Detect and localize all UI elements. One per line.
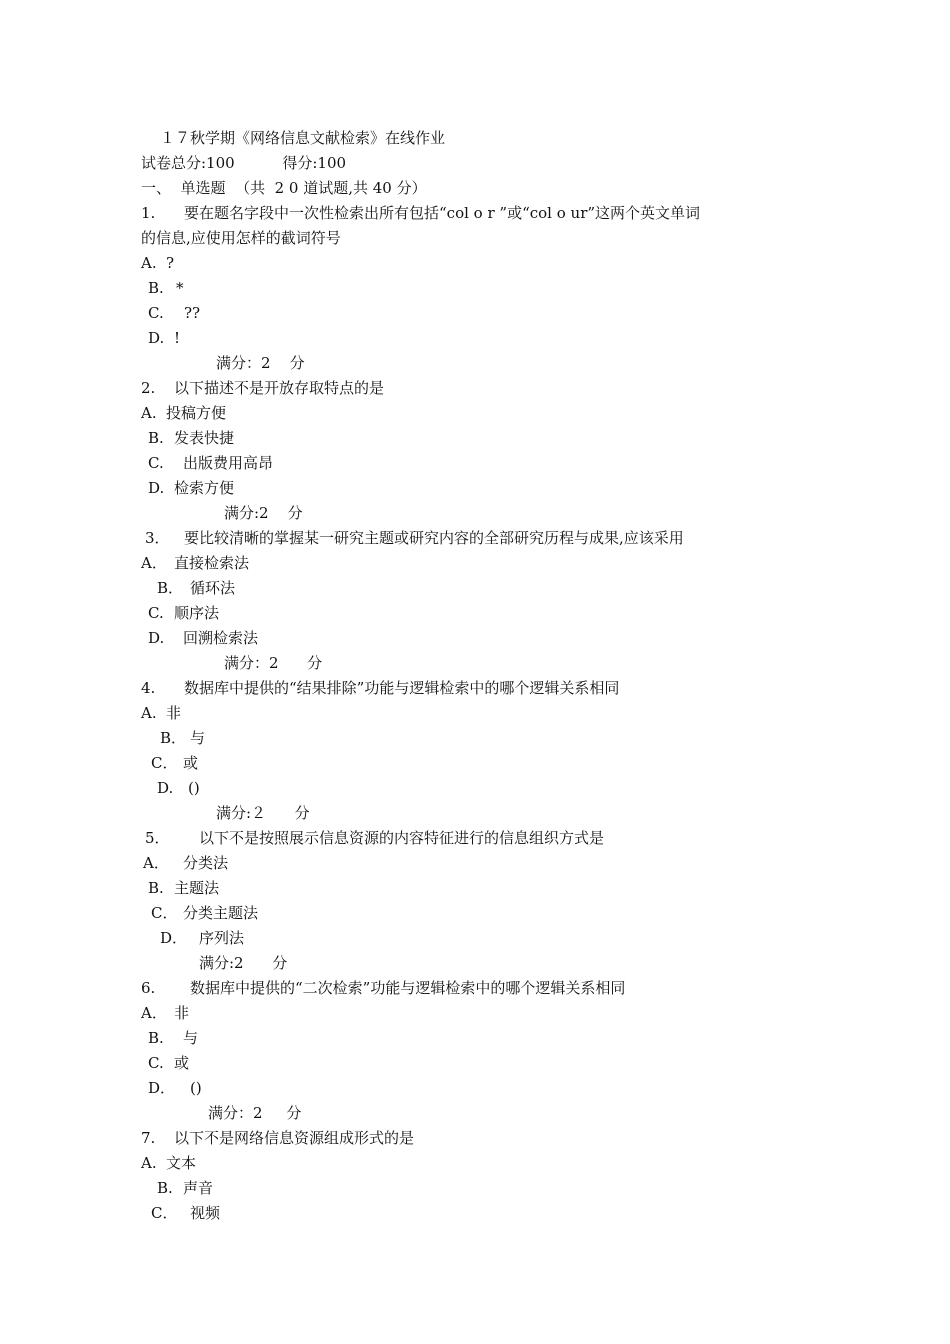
question-number: 4. [141,679,156,697]
question-number: 2. [141,379,156,397]
option-text: 分类主题法 [183,904,259,922]
option-text: () [190,1079,202,1097]
full-score: 满分:2 分 [224,504,303,522]
full-score: 满分:2 分 [199,954,288,972]
section-heading: 一、 单选题 （共 2 0 道试题,共 40 分） [141,179,427,197]
question-stem: 以下不是按照展示信息资源的内容特征进行的信息组织方式是 [199,829,605,847]
full-score: 满分：2 分 [224,654,323,672]
option-text: 投稿方便 [166,404,227,422]
full-score: 满分：2 分 [216,354,305,372]
option-text: 顺序法 [174,604,220,622]
option-letter: A. [141,254,157,272]
option-text: 发表快捷 [174,429,235,447]
option-letter: B. [148,429,164,447]
option-text: 直接检索法 [174,554,250,572]
full-score: 满分:２ 分 [216,804,310,822]
question-stem: 以下不是网络信息资源组成形式的是 [174,1129,415,1147]
question-number: 6. [141,979,156,997]
option-text: ?? [184,304,201,322]
question-number: 3． [145,529,170,547]
option-text: 与 [183,1029,199,1047]
option-letter: C． [151,904,178,922]
option-letter: B． [157,579,184,597]
option-text: 检索方便 [174,479,235,497]
option-letter: D. [148,629,165,647]
option-letter: B. [148,279,164,297]
option-text: ? [166,254,175,272]
option-text: 出版费用高昂 [183,454,274,472]
option-letter: C. [148,1054,164,1072]
option-text: 声音 [183,1179,214,1197]
question-number: 7. [141,1129,156,1147]
option-letter: C. [148,454,164,472]
option-letter: D. [157,779,174,797]
option-letter: C. [148,604,164,622]
option-letter: D． [148,1079,176,1097]
option-letter: B． [160,729,187,747]
question-stem: 要在题名字段中一次性检索出所有包括“col o r ”或“col o ur”这两个英文单词 [184,204,701,222]
option-text: 非 [174,1004,190,1022]
option-letter: C． [151,1204,178,1222]
option-letter: C． [151,754,178,772]
option-letter: A. [141,1154,157,1172]
option-letter: A. [141,704,157,722]
option-text: 序列法 [199,929,245,947]
option-text: 或 [174,1054,190,1072]
question-stem: 要比较清晰的掌握某一研究主题或研究内容的全部研究历程与成果,应该采用 [184,529,684,547]
option-letter: B. [148,1029,164,1047]
option-letter: D. [148,479,165,497]
question-number: 1. [141,204,156,222]
option-text: 循环法 [190,579,236,597]
option-text: () [188,779,200,797]
option-letter: A． [141,1004,167,1022]
option-letter: D． [160,929,188,947]
option-letter: A． [143,854,169,872]
option-text: 主题法 [174,879,220,897]
option-letter: B. [148,879,164,897]
option-text: 或 [183,754,199,772]
option-letter: A． [141,554,167,572]
option-letter: B. [157,1179,173,1197]
question-stem-continued: 的信息,应使用怎样的截词符号 [141,229,341,247]
score-summary: 试卷总分:100 得分:100 [141,154,347,172]
option-text: 与 [190,729,206,747]
option-letter: A. [141,404,157,422]
option-text: 视频 [190,1204,221,1222]
document-title: １７秋学期《网络信息文献检索》在线作业 [160,129,446,147]
option-text: 非 [166,704,182,722]
option-text: 分类法 [183,854,229,872]
option-letter: D. [148,329,165,347]
question-stem: 数据库中提供的“二次检索”功能与逻辑检索中的哪个逻辑关系相同 [190,979,626,997]
option-text: ! [174,329,181,347]
option-text: 文本 [166,1154,197,1172]
question-stem: 数据库中提供的“结果排除”功能与逻辑检索中的哪个逻辑关系相同 [184,679,620,697]
option-text: 回溯检索法 [183,629,259,647]
option-letter: C. [148,304,164,322]
option-text: * [176,279,184,297]
question-number: 5． [145,829,170,847]
full-score: 满分：2 分 [208,1104,302,1122]
question-stem: 以下描述不是开放存取特点的是 [174,379,385,397]
